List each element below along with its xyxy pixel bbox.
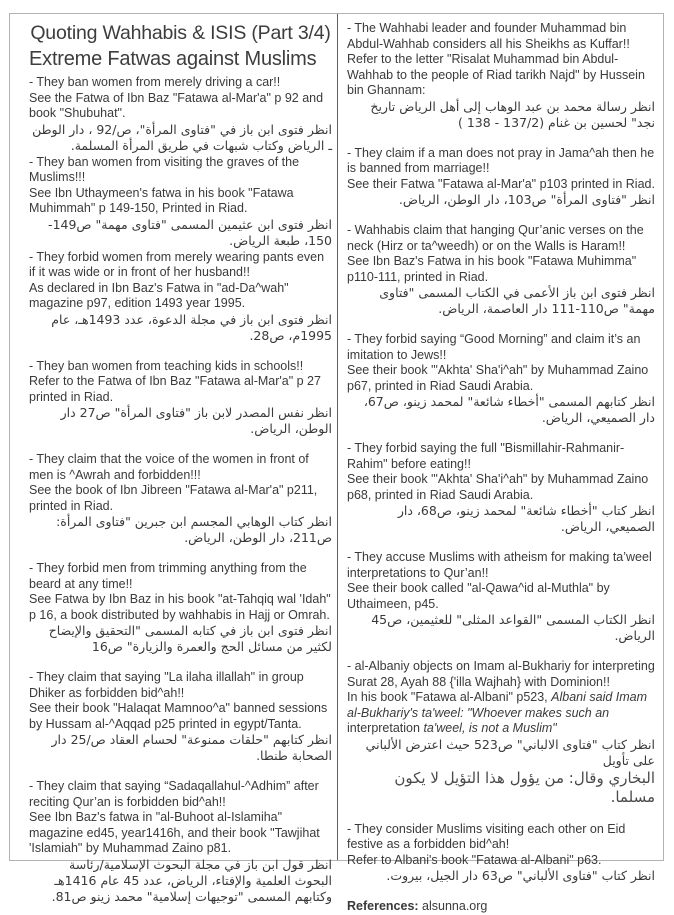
source-text: As declared in Ibn Baz's Fatwa in "ad-Da^wah" magazine p97, edition 1493 year 1995. xyxy=(29,280,289,310)
claim-text: - They claim that saying "La ilaha illallah" in group Dhiker as forbidden bid^ah!! xyxy=(29,670,304,700)
arabic-reference-text: انظر "فتاوى المرأة" ص103، دار الوطن، الرياض. xyxy=(398,192,655,207)
source-text: See their Fatwa "Fatawa al-Mar'a" p103 printed in Riad. xyxy=(347,176,655,191)
source-text xyxy=(347,690,655,737)
arabic-reference-text: انظر فتوى ابن باز في كتابه المسمى "التحقيق والإيضاح لكثير من مسائل الحج والعمرة والزيارة" ص16 xyxy=(48,623,332,654)
source-text-segment: interpretation xyxy=(347,721,424,735)
source-text-segment-italic: ta'weel, is not a Muslim" xyxy=(423,721,557,735)
source-text: Refer to Albani's book "Fatawa al-Albani" p63. xyxy=(347,852,602,867)
arabic-reference-text: انظر كتاب "فتاوى الألباني" ص63 دار الجيل، بيروت. xyxy=(386,868,655,883)
fatwa-item-marriage xyxy=(347,146,655,209)
source-text: See their book "'Akhta' Sha'i^ah" by Muhammad Zaino p67, printed in Riad Saudi Arabia. xyxy=(347,363,649,393)
claim-text: - They ban women from merely driving a car!! xyxy=(29,75,281,89)
fatwa-item-albani-bukhari xyxy=(347,659,655,807)
fatwa-item-driving xyxy=(29,75,332,154)
source-text: See their book called "al-Qawa^id al-Muthla" by Uthaimeen, p45. xyxy=(347,581,610,611)
source-text: Refer to the Fatwa of Ibn Baz "Fatawa al-Mar'a" p 27 printed in Riad. xyxy=(29,374,321,404)
claim-text: - al-Albaniy objects on Imam al-Bukhariy for interpreting Surat 28, Ayah 88 {'illa Wajhah} with Dominion!! xyxy=(347,659,655,689)
claim-text: - The Wahhabi leader and founder Muhammad bin Abdul-Wahhab considers all his Sheikhs as Kuffar!! xyxy=(347,21,630,51)
fatwa-item-good-morning xyxy=(347,332,655,426)
arabic-reference-text: انظر الكتاب المسمى "القواعد المثلى" للعثيمين، ص45 الرياض. xyxy=(371,612,655,643)
arabic-reference-text: انظر فتوى ابن عثيمين المسمى "فتاوى مهمة" ص149-150، طبعة الرياض. xyxy=(48,216,332,248)
fatwa-item-graves xyxy=(29,155,332,249)
claim-text: - They claim that the voice of the women in front of men is ^Awrah and forbidden!!! xyxy=(29,452,309,482)
left-column xyxy=(10,14,338,904)
source-text: See Fatwa by Ibn Baz in his book "at-Tahqiq wal 'Idah" p 16, a book distributed by wahhabis in Hajj or Omrah. xyxy=(29,592,331,622)
arabic-reference-text: انظر قول ابن باز في مجلة البحوث الإسلامية/رئاسة البحوث العلمية والإفتاء، الرياض، عدد 45 عام 1416هـ وكتابهم المسمى "توجيهات إسلامية" محمد زينو ص81. xyxy=(51,856,332,904)
claim-text: - They forbid saying “Good Morning” and claim it’s an imitation to Jews!! xyxy=(347,332,641,362)
source-text: See their book "Halaqat Mamnoo^a" banned sessions by Hussam al-^Aqqad p25 printed in egypt/Tanta. xyxy=(29,701,328,731)
claim-text: - They forbid saying the full "Bismillahir-Rahmanir-Rahim" before eating!! xyxy=(347,441,625,471)
source-text-segment-italic: Albani said Imam al-Bukhariy's ta'weel: "Whoever makes such an xyxy=(347,690,648,720)
fatwa-item-sadaqallah xyxy=(29,779,332,905)
claim-text: - They accuse Muslims with atheism for making ta’weel interpretations to Qur’an!! xyxy=(347,550,652,580)
arabic-reference-text: انظر كتابهم "حلقات ممنوعة" لحسام العقاد ص/25 دار الصحابة طنطا. xyxy=(51,732,332,763)
fatwa-item-hanging-verses xyxy=(347,223,655,317)
fatwa-item-eid-visiting xyxy=(347,822,655,885)
fatwa-item-pants xyxy=(29,250,332,344)
claim-text: - They forbid women from merely wearing pants even if it was wide or in front of her husband!! xyxy=(29,249,325,279)
references-label: References: xyxy=(347,899,419,913)
source-text: See the book of Ibn Jibreen "Fatawa al-Mar'a" p211, printed in Riad. xyxy=(29,483,318,513)
claim-text: - Wahhabis claim that hanging Qur’anic verses on the neck (Hirz or ta^weedh) or on the Walls is Haram!! xyxy=(347,223,644,253)
references-line xyxy=(347,899,655,915)
source-text: See Ibn Baz's fatwa in "al-Buhoot al-Islamiha" magazine ed45, year1416h, and their book "Tawjihat 'Islamiah" by Muhammad Zaino p81. xyxy=(29,810,320,855)
fatwa-item-beard xyxy=(29,561,332,655)
fatwa-item-group-dhikr xyxy=(29,670,332,764)
references-source: alsunna.org xyxy=(418,899,488,913)
fatwa-item-kuffar xyxy=(347,21,655,131)
arabic-quote-text: البخاري وقال: من يؤول هذا التؤيل لا يكون مسلما. xyxy=(394,768,655,806)
arabic-reference-text: انظر كتاب "فتاوى الالباني" ص523 حيث اعترض الألباني على تأويل xyxy=(365,736,655,768)
arabic-reference-text: انظر فتوى ابن باز في مجلة الدعوة، عدد 1493هـ، عام 1995م، ص28. xyxy=(51,311,332,343)
claim-text: - They ban women from visiting the graves of the Muslims!!! xyxy=(29,154,300,184)
fatwa-item-voice xyxy=(29,452,332,546)
arabic-reference-text: انظر كتاب "أخطاء شائعة" لمحمد زينو، ص68، دار الصميعي، الرياض. xyxy=(397,503,655,534)
claim-text: - They forbid men from trimming anything from the beard at any time!! xyxy=(29,561,307,591)
source-text: See Ibn Baz's Fatwa in his book "Fatawa Muhimma" p110-111, printed in Riad. xyxy=(347,254,637,284)
claim-text: - They ban women from teaching kids in schools!! xyxy=(29,358,304,373)
source-text: See Ibn Uthaymeen's fatwa in his book "Fatawa Muhimmah" p 149-150, Printed in Riad. xyxy=(29,185,294,215)
fatwa-item-bismillah xyxy=(347,441,655,535)
right-column xyxy=(338,14,663,913)
source-text: Refer to the letter "Risalat Muhammad bin Abdul-Wahhab to the people of Riad tarikh Najd" by Hussein bin Ghannam: xyxy=(347,52,645,97)
arabic-reference-text: انظر رسالة محمد بن عبد الوهاب إلى أهل الرياض تاريخ نجد" لحسين بن غنام (137/2 - 138 ) xyxy=(370,98,655,130)
claim-text: - They claim that saying “Sadaqallahul-^Adhim” after reciting Qur’an is forbidden bid^ah!! xyxy=(29,779,319,809)
fatwa-item-teaching xyxy=(29,359,332,438)
source-text: See their book "'Akhta' Sha'i^ah" by Muhammad Zaino p68, printed in Riad Saudi Arabia. xyxy=(347,472,649,502)
claim-text: - They claim if a man does not pray in Jama^ah then he is banned from marriage!! xyxy=(347,145,655,175)
page-title-line2: Extreme Fatwas against Muslims xyxy=(29,48,317,70)
arabic-reference-text: انظر كتاب الوهابي المجسم ابن جبرين "فتاوى المرأة: ص211، دار الوطن، الرياض. xyxy=(56,514,332,545)
arabic-reference-text: انظر نفس المصدر لابن باز "فتاوى المرأة" ص27 دار الوطن، الرياض. xyxy=(60,405,332,436)
arabic-reference-text: انظر فتوى ابن باز في "فتاوى المرأة"، ص/92 ، دار الوطن ـ الرياض وكتاب شبهات في طريق المرأة المسلمة. xyxy=(32,121,332,153)
arabic-reference-text: انظر فتوى ابن باز الأعمى في الكتاب المسمى "فتاوى مهمة" ص110-111 دار العاصمة، الرياض. xyxy=(379,285,655,316)
page-title-line1: Quoting Wahhabis & ISIS (Part 3/4) xyxy=(30,22,331,44)
arabic-reference-text: انظر كتابهم المسمى "أخطاء شائعة" لمحمد زينو، ص67، دار الصميعي، الرياض. xyxy=(363,394,655,425)
source-text: See the Fatwa of Ibn Baz "Fatawa al-Mar'a" p 92 and book "Shubuhat". xyxy=(29,90,324,120)
document-page xyxy=(9,13,664,913)
source-text-segment: In his book "Fatawa al-Albani" p523, xyxy=(347,690,552,704)
fatwa-item-taweel-atheism xyxy=(347,550,655,644)
claim-text: - They consider Muslims visiting each other on Eid festive as a forbidden bid^ah! xyxy=(347,821,626,851)
